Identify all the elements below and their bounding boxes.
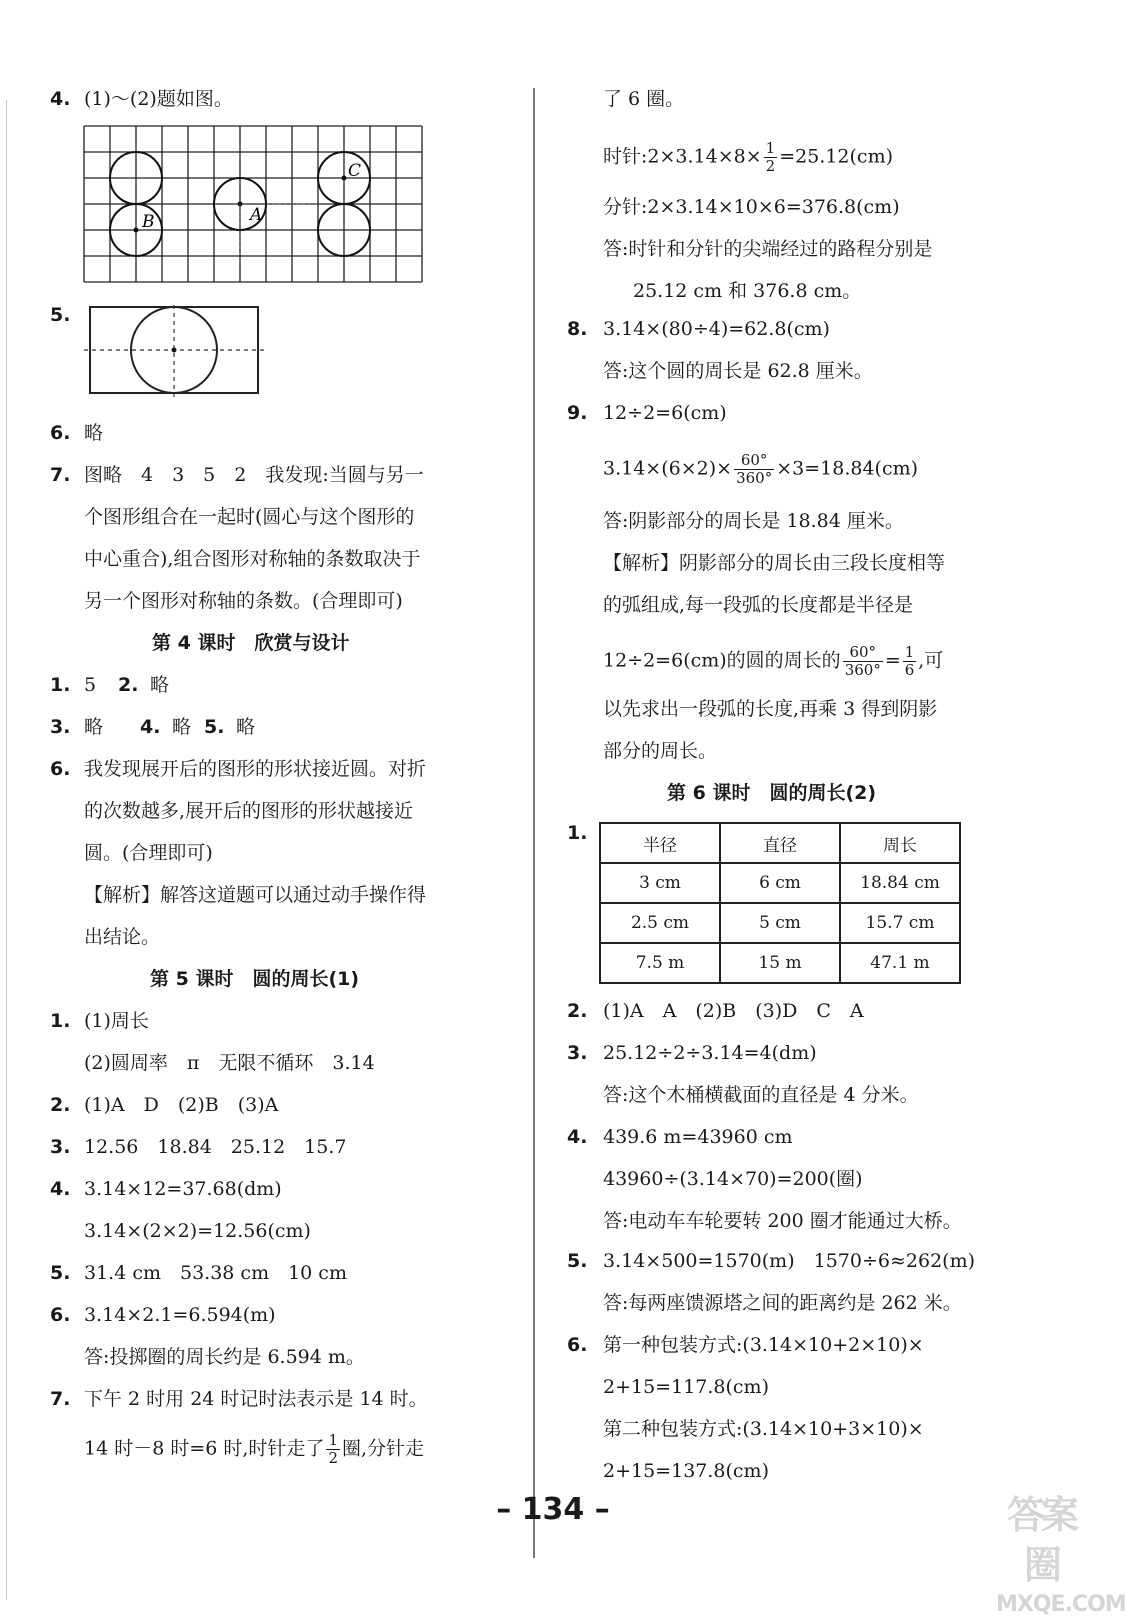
r-l6-q3-b: 答:这个木桶横截面的直径是 4 分米。 bbox=[603, 1084, 919, 1106]
r-analysis-3: 12÷2=6(cm)的圆的周长的 $\frac{60^\circ}{360^\circ}$ = $\frac{1}{6}$ ,可 bbox=[603, 643, 944, 679]
fraction-60-360: $\frac{60^\circ}{360^\circ}$ bbox=[736, 451, 773, 487]
l5-q6-b: 答:投掷圈的周长约是 6.594 m。 bbox=[84, 1346, 365, 1368]
l4-q4-number: 4. bbox=[140, 716, 161, 738]
lesson-6-title: 第 6 课时 圆的周长(2) bbox=[667, 782, 877, 804]
r-l6-q5-number: 5. bbox=[567, 1250, 588, 1272]
lesson-5-title: 第 5 课时 圆的周长(1) bbox=[150, 968, 360, 990]
l5-q1-a: (1)周长 bbox=[84, 1010, 149, 1032]
table-header: 半径 bbox=[600, 823, 720, 863]
label-a: A bbox=[250, 205, 263, 225]
l4-q1-number: 1. bbox=[50, 674, 71, 696]
l4-q3-number: 3. bbox=[50, 716, 71, 738]
r-l6-q5-a: 3.14×500=1570(m) 1570÷6≈262(m) bbox=[603, 1250, 975, 1272]
fraction-half: $\frac{1}{2}$ bbox=[328, 1431, 338, 1467]
l4-q5-number: 5. bbox=[204, 716, 225, 738]
l4-q6-analysis-1: 【解析】解答这道题可以通过动手操作得 bbox=[84, 884, 427, 906]
r-analysis-1: 【解析】阴影部分的周长由三段长度相等 bbox=[603, 552, 946, 574]
r-q8-b: 答:这个圆的周长是 62.8 厘米。 bbox=[603, 360, 873, 382]
l5-q1-number: 1. bbox=[50, 1010, 71, 1032]
r-l6-q6-c: 第二种包装方式:(3.14×10+3×10)× bbox=[603, 1418, 924, 1440]
l4-q3-text: 略 bbox=[84, 716, 123, 738]
rect-circle-figure bbox=[84, 305, 264, 397]
r-l6-q2-number: 2. bbox=[567, 1000, 588, 1022]
r-l6-q6-d: 2+15=137.8(cm) bbox=[603, 1460, 769, 1482]
l5-q1-b: (2)圆周率 π 无限不循环 3.14 bbox=[84, 1052, 375, 1074]
r-l6-q5-b: 答:每两座馈源塔之间的距离约是 262 米。 bbox=[603, 1292, 962, 1314]
q7-line-1: 图略 4 3 5 2 我发现:当圆与另一 bbox=[84, 464, 424, 486]
r-l6-q4-number: 4. bbox=[567, 1126, 588, 1148]
r-l6-q6-number: 6. bbox=[567, 1334, 588, 1356]
q6-text: 略 bbox=[84, 422, 104, 444]
r-l6-q3-number: 3. bbox=[567, 1042, 588, 1064]
l4-q4-text: 略 bbox=[172, 716, 211, 738]
l4-q6-line-2: 的次数越多,展开后的图形的形状越接近 bbox=[84, 800, 414, 822]
r-l6-q6-a: 第一种包装方式:(3.14×10+2×10)× bbox=[603, 1334, 924, 1356]
table-row: 7.5 m 15 m 47.1 m bbox=[600, 943, 960, 983]
l4-q6-number: 6. bbox=[50, 758, 71, 780]
l4-q2-number: 2. bbox=[118, 674, 139, 696]
r-l6-q2-text: (1)A A (2)B (3)D C A bbox=[603, 1000, 864, 1022]
r-l6-q1-number: 1. bbox=[567, 822, 588, 844]
q7-line-4: 另一个图形对称轴的条数。(合理即可) bbox=[84, 590, 403, 612]
r-ans7-b: 25.12 cm 和 376.8 cm。 bbox=[633, 280, 862, 302]
l5-q2-text: (1)A D (2)B (3)A bbox=[84, 1094, 279, 1116]
q6-number: 6. bbox=[50, 422, 71, 444]
l4-q6-line-1: 我发现展开后的图形的形状接近圆。对折 bbox=[84, 758, 427, 780]
l5-q7-b: 14 时－8 时=6 时,时针走了 $\frac{1}{2}$ 圈,分针走 bbox=[84, 1431, 425, 1467]
q4-text: (1)～(2)题如图。 bbox=[84, 88, 233, 110]
r-l6-q6-b: 2+15=117.8(cm) bbox=[603, 1376, 769, 1398]
l5-q3-number: 3. bbox=[50, 1136, 71, 1158]
watermark-cn: 答案圈 bbox=[1006, 1493, 1075, 1587]
r-analysis-5: 部分的周长。 bbox=[603, 740, 718, 762]
l5-q5-text: 31.4 cm 53.38 cm 10 cm bbox=[84, 1262, 347, 1284]
r-q9-b: 3.14×(6×2)× $\frac{60^\circ}{360^\circ}$ ×3=18.84(cm) bbox=[603, 451, 919, 487]
l5-q3-text: 12.56 18.84 25.12 15.7 bbox=[84, 1136, 347, 1158]
r-l6-q4-a: 439.6 m=43960 cm bbox=[603, 1126, 793, 1148]
grid-figure bbox=[84, 126, 424, 284]
l5-q2-number: 2. bbox=[50, 1094, 71, 1116]
r-l6-q3-a: 25.12÷2÷3.14=4(dm) bbox=[603, 1042, 817, 1064]
radius-table bbox=[599, 822, 961, 984]
q7-line-3: 中心重合),组合图形对称轴的条数取决于 bbox=[84, 548, 421, 570]
l4-q6-line-3: 圆。(合理即可) bbox=[84, 842, 213, 864]
table-row: 2.5 cm 5 cm 15.7 cm bbox=[600, 903, 960, 943]
q5-number: 5. bbox=[50, 304, 71, 326]
page-edge bbox=[6, 100, 7, 1600]
r-minute-hand: 分针:2×3.14×10×6=376.8(cm) bbox=[603, 196, 900, 218]
l5-q6-number: 6. bbox=[50, 1304, 71, 1326]
l4-q5-text: 略 bbox=[236, 716, 256, 738]
fraction-half: $\frac{1}{2}$ bbox=[765, 139, 776, 175]
r-q9-a: 12÷2=6(cm) bbox=[603, 402, 727, 424]
r-ans7-a: 答:时针和分针的尖端经过的路程分别是 bbox=[603, 238, 933, 260]
r-q8-a: 3.14×(80÷4)=62.8(cm) bbox=[603, 318, 830, 340]
r-hour-hand: 时针:2×3.14×8× $\frac{1}{2}$ =25.12(cm) bbox=[603, 139, 893, 175]
l5-q4-b: 3.14×(2×2)=12.56(cm) bbox=[84, 1220, 311, 1242]
l4-q6-analysis-2: 出结论。 bbox=[84, 926, 161, 948]
r-q8-number: 8. bbox=[567, 318, 588, 340]
table-header: 周长 bbox=[840, 823, 960, 863]
l5-q6-a: 3.14×2.1=6.594(m) bbox=[84, 1304, 276, 1326]
l4-q1-text: 5 bbox=[84, 674, 116, 696]
r-cont: 了 6 圈。 bbox=[603, 88, 685, 110]
table-header: 直径 bbox=[720, 823, 840, 863]
r-l6-q4-b: 43960÷(3.14×70)=200(圈) bbox=[603, 1168, 863, 1190]
l5-q4-a: 3.14×12=37.68(dm) bbox=[84, 1178, 282, 1200]
r-q9-c: 答:阴影部分的周长是 18.84 厘米。 bbox=[603, 510, 904, 532]
watermark-en: MXQE.COM bbox=[996, 1592, 1126, 1617]
l5-q7-number: 7. bbox=[50, 1388, 71, 1410]
l5-q5-number: 5. bbox=[50, 1262, 71, 1284]
page-number: – 134 – bbox=[496, 1492, 610, 1527]
table-row: 3 cm 6 cm 18.84 cm bbox=[600, 863, 960, 903]
q7-line-2: 个图形组合在一起时(圆心与这个图形的 bbox=[84, 506, 415, 528]
l4-q2-text: 略 bbox=[150, 674, 170, 696]
r-analysis-4: 以先求出一段弧的长度,再乘 3 得到阴影 bbox=[603, 698, 938, 720]
q7-number: 7. bbox=[50, 464, 71, 486]
lesson-4-title: 第 4 课时 欣赏与设计 bbox=[152, 632, 350, 654]
label-b: B bbox=[142, 212, 155, 232]
r-analysis-2: 的弧组成,每一段弧的长度都是半径是 bbox=[603, 594, 914, 616]
watermark-logo bbox=[996, 1490, 1126, 1617]
r-l6-q4-c: 答:电动车车轮要转 200 圈才能通过大桥。 bbox=[603, 1210, 962, 1232]
q4-number: 4. bbox=[50, 88, 71, 110]
l5-q7-a: 下午 2 时用 24 时记时法表示是 14 时。 bbox=[84, 1388, 428, 1410]
r-q9-number: 9. bbox=[567, 402, 588, 424]
label-c: C bbox=[348, 161, 362, 181]
l5-q4-number: 4. bbox=[50, 1178, 71, 1200]
column-divider bbox=[533, 88, 535, 1558]
